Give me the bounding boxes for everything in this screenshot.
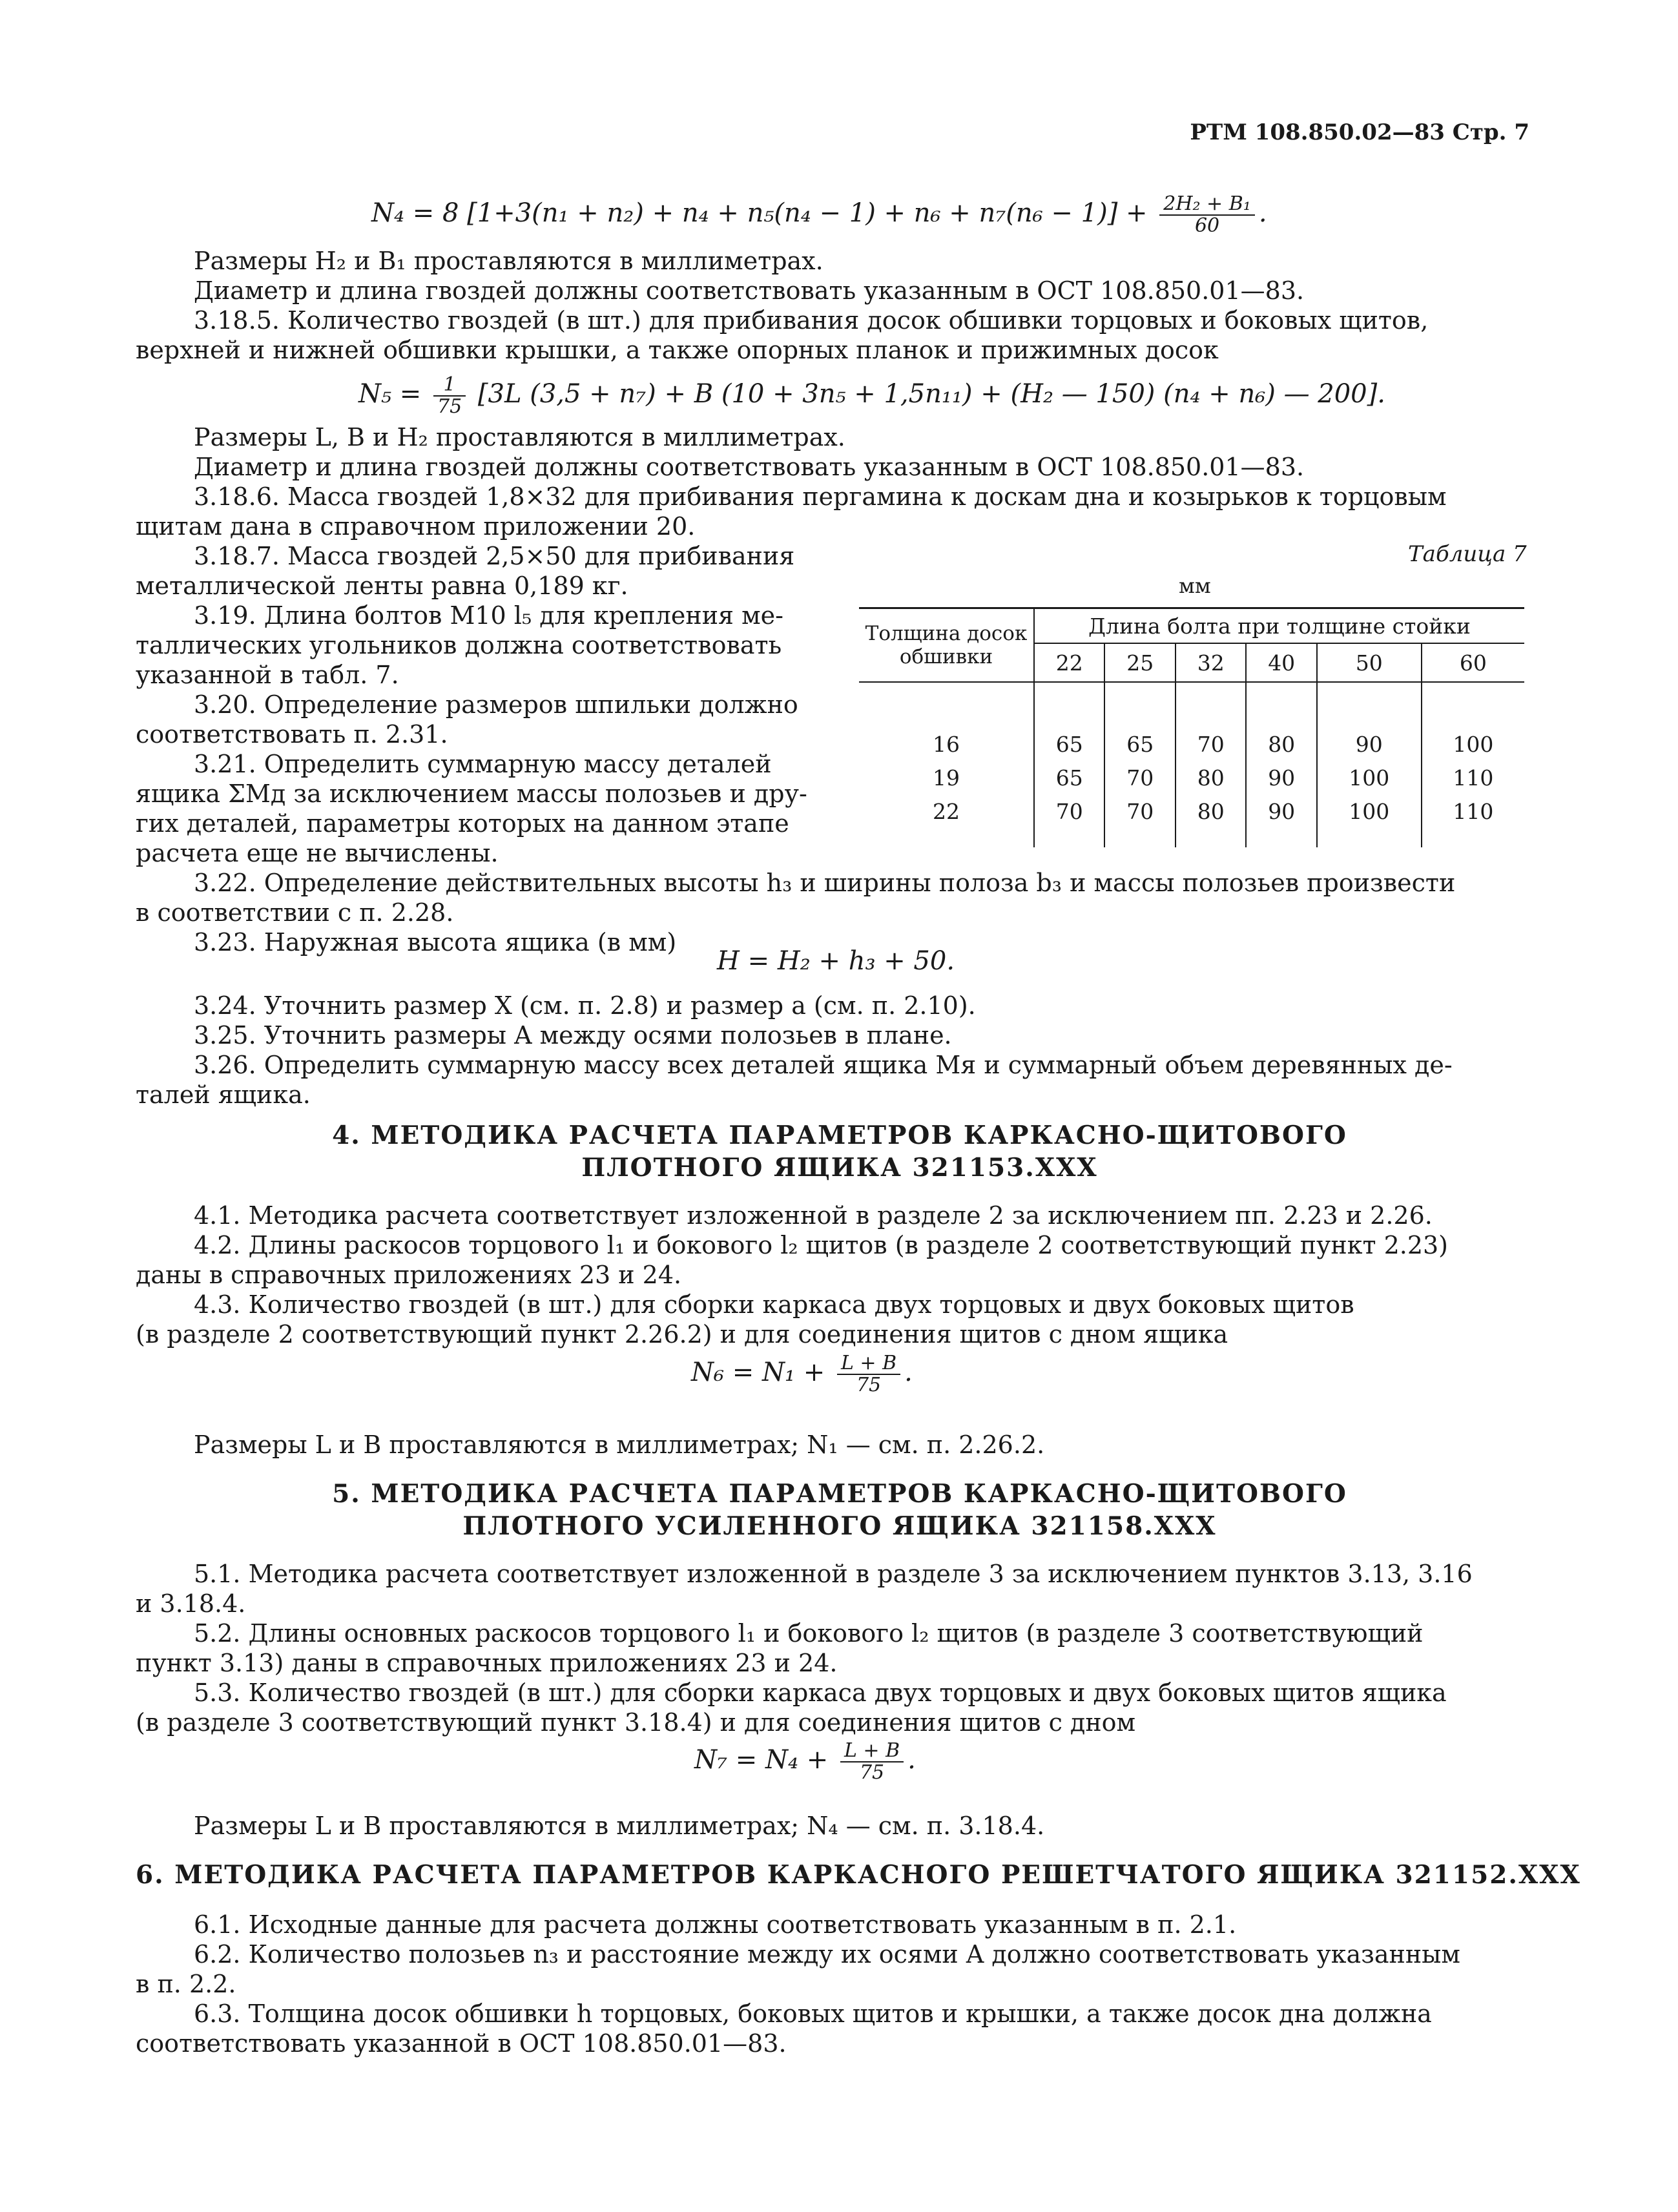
- paragraph: в п. 2.2.: [136, 1970, 236, 1998]
- table-header-col: 40: [1246, 643, 1316, 682]
- paragraph: 5.1. Методика расчета соответствует изложенной в разделе 3 за исключением пунктов 3.13, 3.16: [194, 1560, 1473, 1588]
- table-cell: 80: [1176, 761, 1246, 794]
- table-row: [859, 794, 1524, 828]
- paragraph: таллических угольников должна соответствовать: [136, 631, 782, 659]
- table-cell: 100: [1453, 731, 1494, 757]
- fraction-numerator: L + B: [840, 1741, 904, 1762]
- paragraph: 4.1. Методика расчета соответствует изложенной в разделе 2 за исключением пп. 2.23 и 2.26.: [194, 1201, 1433, 1230]
- table-cell: 70: [1176, 727, 1246, 761]
- formula-n5-fraction: [433, 375, 466, 417]
- table-7: [859, 607, 1524, 847]
- paragraph: 3.26. Определить суммарную массу всех деталей ящика Mя и суммарный объем деревянных де-: [194, 1051, 1453, 1079]
- fraction-denominator: 75: [437, 395, 462, 418]
- paragraph: 3.18.5. Количество гвоздей (в шт.) для прибивания досок обшивки торцовых и боковых щитов,: [194, 306, 1429, 335]
- paragraph: 3.24. Уточнить размер X (см. п. 2.8) и размер a (см. п. 2.10).: [194, 991, 976, 1020]
- table-cell: 16: [859, 727, 1034, 761]
- table-cell: 70: [1104, 794, 1175, 828]
- paragraph: 3.18.6. Масса гвоздей 1,8×32 для прибивания пергамина к доскам дна и козырьков к торцовым: [194, 482, 1447, 511]
- paragraph: 3.25. Уточнить размеры A между осями полозьев в плане.: [194, 1021, 952, 1049]
- table-header-group: Длина болта при толщине стойки: [1034, 608, 1524, 644]
- formula-lhs: N₆ = N₁ +: [691, 1358, 825, 1387]
- fraction-denominator: 75: [859, 1761, 885, 1784]
- paragraph: 4.3. Количество гвоздей (в шт.) для сборки каркаса двух торцовых и двух боковых щитов: [194, 1290, 1354, 1319]
- fraction-numerator: L + B: [837, 1353, 900, 1375]
- paragraph: Диаметр и длина гвоздей должны соответствовать указанным в ОСТ 108.850.01—83.: [194, 276, 1305, 305]
- paragraph: гих деталей, параметры которых на данном этапе: [136, 809, 789, 838]
- paragraph: 6.1. Исходные данные для расчета должны соответствовать указанным в п. 2.1.: [194, 1910, 1237, 1939]
- table-cell: 80: [1176, 794, 1246, 828]
- table-cell: 90: [1246, 761, 1316, 794]
- formula-n6: N₆ = N₁ + $\frac{L + B}{75}$ .: [691, 1352, 913, 1396]
- paragraph: 3.20. Определение размеров шпильки должно: [194, 690, 798, 719]
- section-5-title-cont: ПЛОТНОГО УСИЛЕННОГО ЯЩИКА 321158.XXX: [462, 1511, 1217, 1541]
- paragraph: 3.21. Определить суммарную массу деталей: [194, 750, 772, 778]
- fraction-numerator: 1: [433, 375, 466, 397]
- table-cell: 110: [1453, 798, 1494, 824]
- table-header-col: 50: [1317, 643, 1422, 682]
- paragraph: и 3.18.4.: [136, 1589, 246, 1618]
- table-header-col: 32: [1176, 643, 1246, 682]
- table-cell: 22: [859, 794, 1034, 828]
- paragraph: 6.3. Толщина досок обшивки h торцовых, боковых щитов и крышки, а также досок дна должна: [194, 2000, 1432, 2028]
- paragraph: соответствовать п. 2.31.: [136, 720, 448, 749]
- table-cell: 19: [859, 761, 1034, 794]
- formula-lhs: N₇ = N₄ +: [694, 1745, 829, 1775]
- table-header-col: 22: [1034, 643, 1104, 682]
- table-header-col: 60: [1422, 643, 1524, 682]
- formula-n4-main: N₄ = 8 [1+3(n₁ + n₂) + n₄ + n₅(n₄ − 1) + n₆ + n₇(n₆ − 1)] +: [371, 198, 1148, 228]
- formula-n5: [358, 375, 1385, 417]
- paragraph: 3.18.7. Масса гвоздей 2,5×50 для прибивания: [194, 542, 795, 570]
- paragraph: указанной в табл. 7.: [136, 661, 399, 689]
- table-cell: 110: [1453, 765, 1494, 791]
- page-header: РТМ 108.850.02—83 Стр. 7: [1190, 119, 1529, 145]
- formula-n7-fraction: [840, 1741, 904, 1783]
- table-cell: 90: [1246, 794, 1316, 828]
- paragraph: верхней и нижней обшивки крышки, а также опорных планок и прижимных досок: [136, 336, 1219, 364]
- paragraph: 3.22. Определение действительных высоты h₃ и ширины полоза b₃ и массы полозьев произвести: [194, 869, 1456, 897]
- paragraph: 4.2. Длины раскосов торцового l₁ и бокового l₂ щитов (в разделе 2 соответствующий пункт 2.23): [194, 1231, 1449, 1259]
- paragraph: ящика ΣMд за исключением массы полозьев и дру-: [136, 780, 807, 808]
- paragraph: талей ящика.: [136, 1080, 311, 1109]
- paragraph: расчета еще не вычислены.: [136, 839, 499, 867]
- paragraph: пункт 3.13) даны в справочных приложениях 23 и 24.: [136, 1649, 838, 1677]
- paragraph: соответствовать указанной в ОСТ 108.850.01—83.: [136, 2029, 787, 2058]
- table-cell: 65: [1104, 727, 1175, 761]
- table-cell: 65: [1034, 761, 1104, 794]
- paragraph: в соответствии с п. 2.28.: [136, 898, 454, 927]
- formula-n4-fraction: [1159, 194, 1255, 236]
- formula-h: H = H₂ + h₃ + 50.: [717, 946, 955, 976]
- formula-lhs: N₅ =: [358, 379, 422, 409]
- paragraph: Размеры L, B и H₂ проставляются в миллиметрах.: [194, 423, 845, 451]
- section-4-title: 4. МЕТОДИКА РАСЧЕТА ПАРАМЕТРОВ КАРКАСНО-ЩИТОВОГО: [332, 1121, 1347, 1150]
- fraction-numerator: 2H₂ + B₁: [1159, 194, 1255, 216]
- paragraph: Размеры L и B проставляются в миллиметрах; N₁ — см. п. 2.26.2.: [194, 1431, 1045, 1459]
- table-caption: Таблица 7: [1408, 541, 1527, 567]
- paragraph: Размеры L и B проставляются в миллиметрах; N₄ — см. п. 3.18.4.: [194, 1812, 1045, 1840]
- paragraph: 5.3. Количество гвоздей (в шт.) для сборки каркаса двух торцовых и двух боковых щитов ящика: [194, 1679, 1447, 1707]
- formula-rhs: [3L (3,5 + n₇) + B (10 + 3n₅ + 1,5n₁₁) + (H₂ — 150) (n₄ + n₆) — 200].: [477, 379, 1385, 409]
- table-cell: 70: [1104, 761, 1175, 794]
- paragraph: (в разделе 3 соответствующий пункт 3.18.4) и для соединения щитов с дном: [136, 1708, 1136, 1737]
- table-cell: 80: [1246, 727, 1316, 761]
- table-cell: 70: [1034, 794, 1104, 828]
- table-row: [859, 727, 1524, 761]
- formula-n4: N₄ = 8 [1+3(n₁ + n₂) + n₄ + n₅(n₄ − 1) + n₆ + n₇(n₆ − 1)] + $\frac{\text{2H₂ + B₁}}{60}$ .: [371, 192, 1267, 237]
- table-cell: 65: [1034, 727, 1104, 761]
- table-header-col: 25: [1104, 643, 1175, 682]
- table-header-thickness: Толщина досок обшивки: [859, 608, 1034, 683]
- paragraph: 6.2. Количество полозьев n₃ и расстояние между их осями A должно соответствовать указанным: [194, 1940, 1460, 1969]
- paragraph: щитам дана в справочном приложении 20.: [136, 512, 696, 541]
- fraction-denominator: 75: [856, 1374, 882, 1396]
- paragraph: 3.19. Длина болтов М10 l₅ для крепления ме-: [194, 601, 783, 630]
- table-unit: мм: [1179, 574, 1211, 598]
- fraction-denominator: 60: [1194, 214, 1220, 237]
- paragraph: (в разделе 2 соответствующий пункт 2.26.2) и для соединения щитов с дном ящика: [136, 1320, 1228, 1349]
- paragraph: Размеры H₂ и B₁ проставляются в миллиметрах.: [194, 247, 823, 275]
- table-cell: 100: [1317, 761, 1422, 794]
- table-cell: 90: [1317, 727, 1422, 761]
- section-6-title: 6. МЕТОДИКА РАСЧЕТА ПАРАМЕТРОВ КАРКАСНОГО РЕШЕТЧАТОГО ЯЩИКА 321152.XXX: [136, 1860, 1581, 1890]
- paragraph: 3.23. Наружная высота ящика (в мм): [194, 928, 677, 956]
- paragraph: даны в справочных приложениях 23 и 24.: [136, 1261, 682, 1289]
- section-5-title: 5. МЕТОДИКА РАСЧЕТА ПАРАМЕТРОВ КАРКАСНО-ЩИТОВОГО: [332, 1479, 1347, 1509]
- formula-n7: N₇ = N₄ + $\frac{L + B}{75}$ .: [694, 1739, 916, 1784]
- paragraph: Диаметр и длина гвоздей должны соответствовать указанным в ОСТ 108.850.01—83.: [194, 453, 1305, 481]
- table-cell: 100: [1317, 794, 1422, 828]
- formula-n6-fraction: [837, 1353, 900, 1396]
- paragraph: металлической ленты равна 0,189 кг.: [136, 572, 628, 600]
- section-4-title-cont: ПЛОТНОГО ЯЩИКА 321153.XXX: [581, 1153, 1098, 1183]
- paragraph: 5.2. Длины основных раскосов торцового l₁ и бокового l₂ щитов (в разделе 3 соответствующий: [194, 1619, 1424, 1648]
- table-row: [859, 761, 1524, 794]
